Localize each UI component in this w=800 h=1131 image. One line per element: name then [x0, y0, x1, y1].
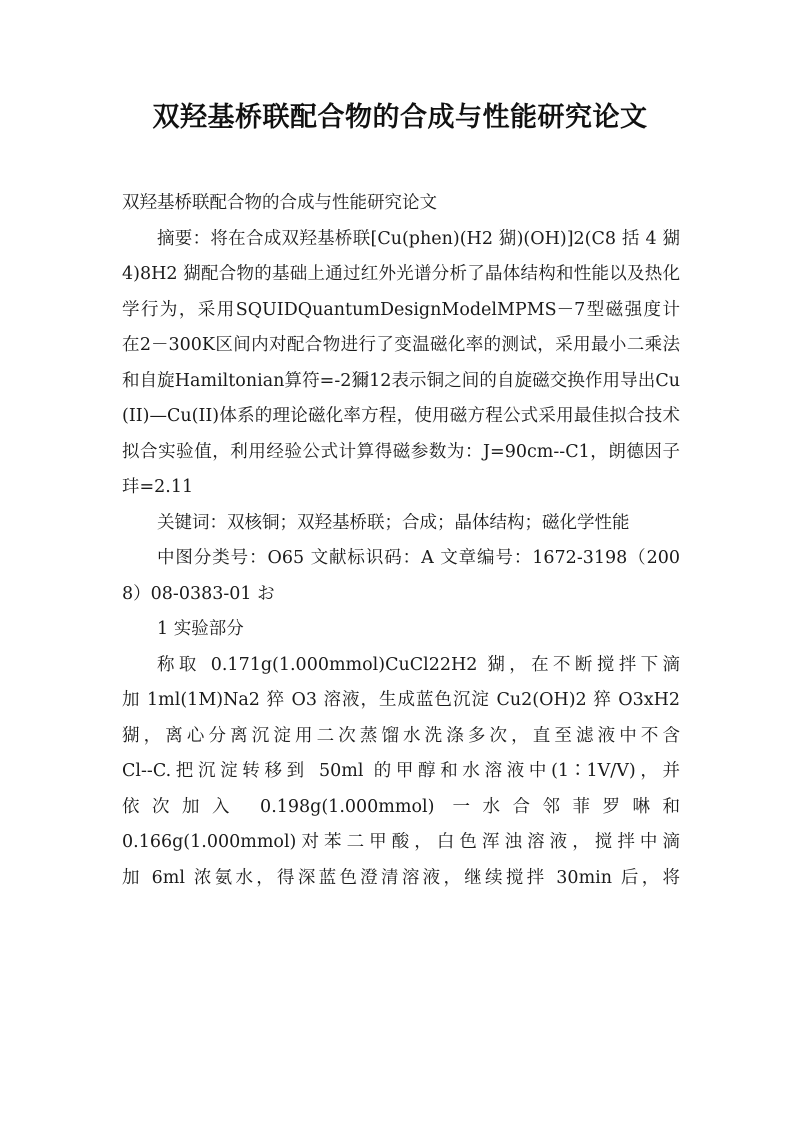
- experiment-line: Cl--C.把沉淀转移到 50ml 的甲醇和水溶液中(1∶1V/V)，并: [122, 761, 680, 781]
- article-subtitle: 双羟基桥联配合物的合成与性能研究论文: [122, 193, 437, 213]
- section-heading: 1 实验部分: [157, 619, 244, 639]
- document-title: 双羟基桥联配合物的合成与性能研究论文: [152, 102, 648, 133]
- experiment-line: 称取 0.171g(1.000mmol)CuCl22H2 猢，在不断搅拌下滴: [157, 654, 680, 675]
- experiment-line: 加 6ml 浓氨水，得深蓝色澄清溶液，继续搅拌 30min 后，将: [122, 867, 680, 888]
- classification-paragraph: 中图分类号：O65 文献标识码：A 文章编号：1672-3198（2008）08-0383-01 お: [122, 548, 680, 604]
- keywords-paragraph: 关键词：双核铜；双羟基桥联；合成；晶体结构；磁化学性能: [157, 512, 630, 533]
- experiment-line: 加 1ml(1M)Na2 猝 O3 溶液，生成蓝色沉淀 Cu2(OH)2 猝 O3xH2: [122, 690, 680, 710]
- experiment-line: 猢，离心分离沉淀用二次蒸馏水洗涤多次，直至滤液中不含: [122, 725, 680, 746]
- abstract-paragraph: 摘要：将在合成双羟基桥联[Cu(phen)(H2 猢)(OH)]2(C8 括 4 猢 4)8H2 猢配合物的基础上通过红外光谱分析了晶体结构和性能以及热化学行为，采用SQUIDQuantumDesignModelMPMS－7型磁强度计在2－300K区间内对配合物进行了变温磁化率的测试，采用最小二乘法和自旋Hamiltonian算符=-2獮12表示铜之间的自旋磁交换作用导出Cu(II)—Cu(II)体系的理论磁化率方程，使用磁方程公式采用最佳拟合技术拟合实验值，利用经验公式计算得磁参数为：J=90cm--C1，朗德因子玤=2.11: [122, 228, 680, 497]
- document-body: [122, 186, 680, 896]
- experiment-line: 依次加入 0.198g(1.000mmol) 一水合邻菲罗啉和: [122, 796, 680, 817]
- experiment-line: 0.166g(1.000mmol)对苯二甲酸，白色浑浊溶液，搅拌中滴: [122, 832, 680, 852]
